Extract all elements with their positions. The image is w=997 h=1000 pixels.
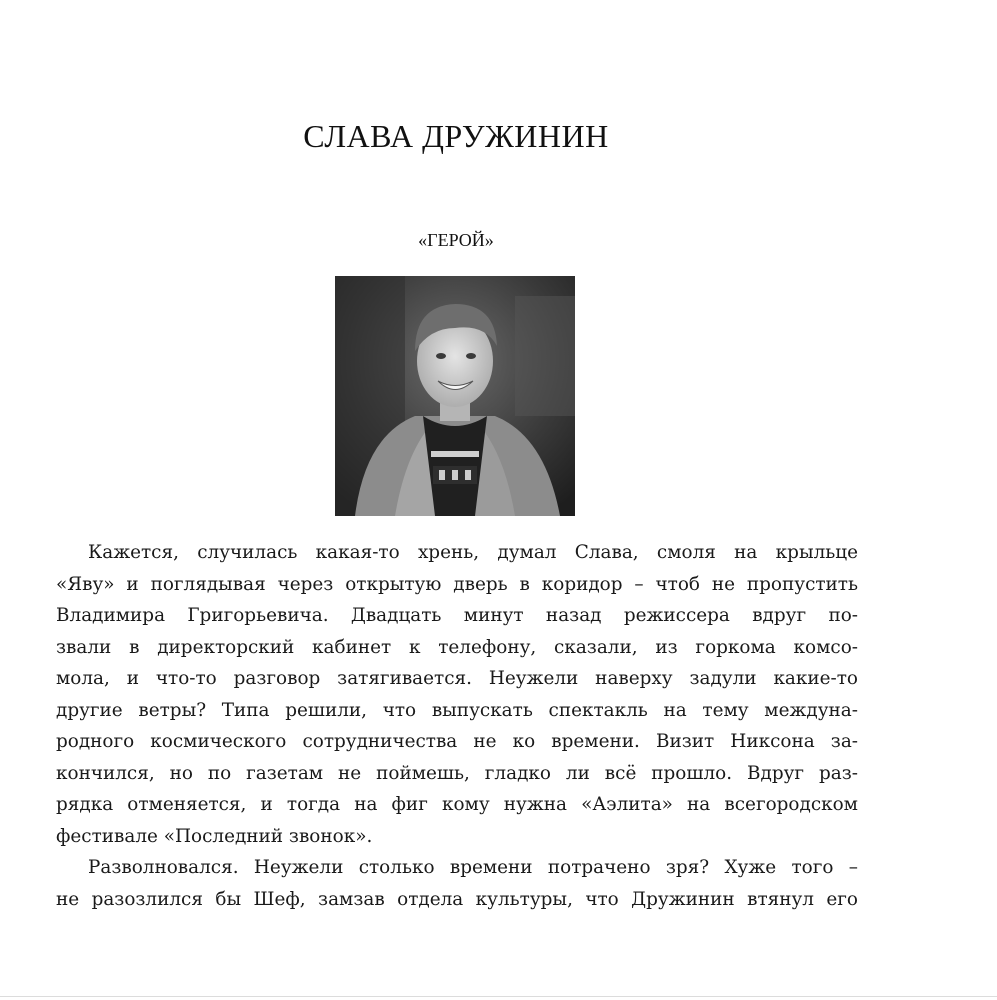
- text-line: кончился, но по газетам не поймешь, гладко ли всё прошло. Вдруг раз-: [56, 762, 858, 784]
- body-text: [56, 537, 858, 915]
- text-line: другие ветры? Типа решили, что выпускать спектакль на тему междуна-: [56, 699, 858, 721]
- paragraph-2: [56, 852, 858, 915]
- text-line: родного космического сотрудничества не ко времени. Визит Никсона за-: [56, 731, 858, 752]
- page-bottom-edge: [0, 996, 997, 997]
- text-line: мола, и что-то разговор затягивается. Неужели наверху задули какие-то: [56, 668, 858, 689]
- text-line: рядка отменяется, и тогда на фиг кому нужна «Аэлита» на всегородском: [56, 794, 858, 815]
- paragraph-1: [56, 537, 858, 852]
- text-line: не разозлился бы Шеф, замзав отдела культуры, что Дружинин втянул его: [56, 888, 858, 910]
- text-line: фестивале «Последний звонок».: [56, 825, 373, 847]
- author-name: СЛАВА ДРУЖИНИН: [303, 118, 609, 154]
- text-line: Кажется, случилась какая-то хрень, думал Слава, смоля на крыльце: [88, 542, 858, 563]
- text-line: «Яву» и поглядывая через открытую дверь в коридор – чтоб не пропустить: [56, 573, 858, 595]
- text-line: звали в директорский кабинет к телефону, сказали, из горкома комсо-: [56, 636, 858, 658]
- text-line: Владимира Григорьевича. Двадцать минут назад режиссера вдруг по-: [56, 605, 858, 626]
- text-line: Разволновался. Неужели столько времени потрачено зря? Хуже того –: [88, 857, 858, 878]
- story-title: «ГЕРОЙ»: [418, 230, 494, 250]
- author-photo: [335, 276, 575, 516]
